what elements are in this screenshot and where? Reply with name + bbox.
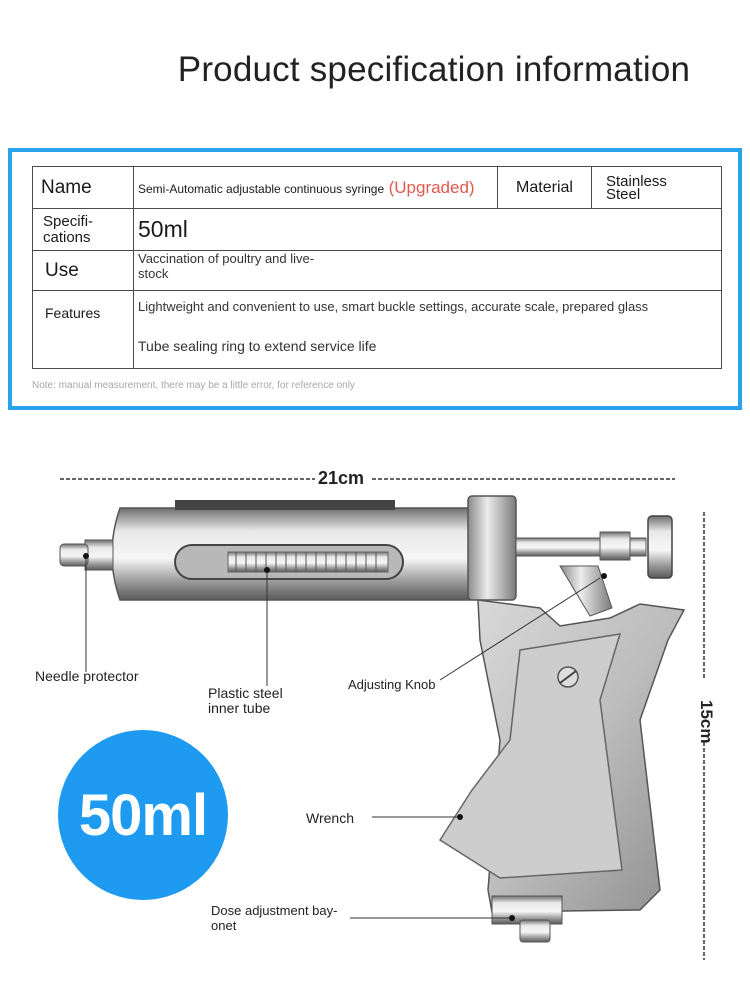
note: Note: manual measurement, there may be a little error, for reference only [32, 380, 355, 391]
use-line1: Vaccination of poultry and live- [138, 251, 315, 266]
use-label: Use [33, 251, 134, 291]
material-label: Material [498, 167, 592, 209]
features-label: Features [33, 291, 134, 369]
spec-table [32, 166, 722, 369]
name-value: Semi-Automatic adjustable continuous syringe [138, 181, 385, 196]
syringe-illustration [0, 430, 750, 1000]
row-name [33, 167, 722, 209]
wrench-label: Wrench [306, 810, 354, 826]
spec-label-line1: Specifi- [43, 212, 94, 230]
row-features [33, 291, 722, 369]
material-line1: Stainless [606, 172, 667, 190]
spec-label [33, 209, 134, 251]
use-line2: stock [138, 266, 169, 281]
needle-protector-label: Needle protector [35, 668, 139, 684]
features-line2: Tube sealing ring to extend service life [138, 338, 377, 354]
row-use [33, 251, 722, 291]
width-dimension-label: 21cm [318, 468, 365, 488]
height-dimension-label: 15cm [697, 700, 716, 744]
features-value [134, 291, 722, 369]
material-line2: Steel [606, 185, 641, 203]
dose-bayonet-label [211, 903, 337, 933]
name-value-cell [134, 167, 498, 209]
row-specifications [33, 209, 722, 251]
page-title: Product specification information [177, 50, 691, 89]
features-line1: Lightweight and convenient to use, smart buckle settings, accurate scale, prepared glass [138, 299, 649, 314]
inner-tube-label [208, 686, 283, 716]
upgraded-tag: (Upgraded) [388, 177, 475, 197]
dose-line2: onet [211, 918, 237, 933]
inner-tube-line2: inner tube [208, 700, 271, 716]
inner-tube-line1: Plastic steel [208, 685, 283, 701]
name-label: Name [33, 167, 134, 209]
spec-value: 50ml [134, 209, 722, 251]
adjusting-knob-label: Adjusting Knob [348, 677, 436, 692]
material-value [592, 167, 722, 209]
spec-panel [8, 148, 742, 410]
dose-line1: Dose adjustment bay- [211, 903, 338, 918]
use-value [134, 251, 722, 291]
capacity-badge: 50ml [58, 730, 228, 900]
spec-label-line2: cations [43, 228, 91, 246]
